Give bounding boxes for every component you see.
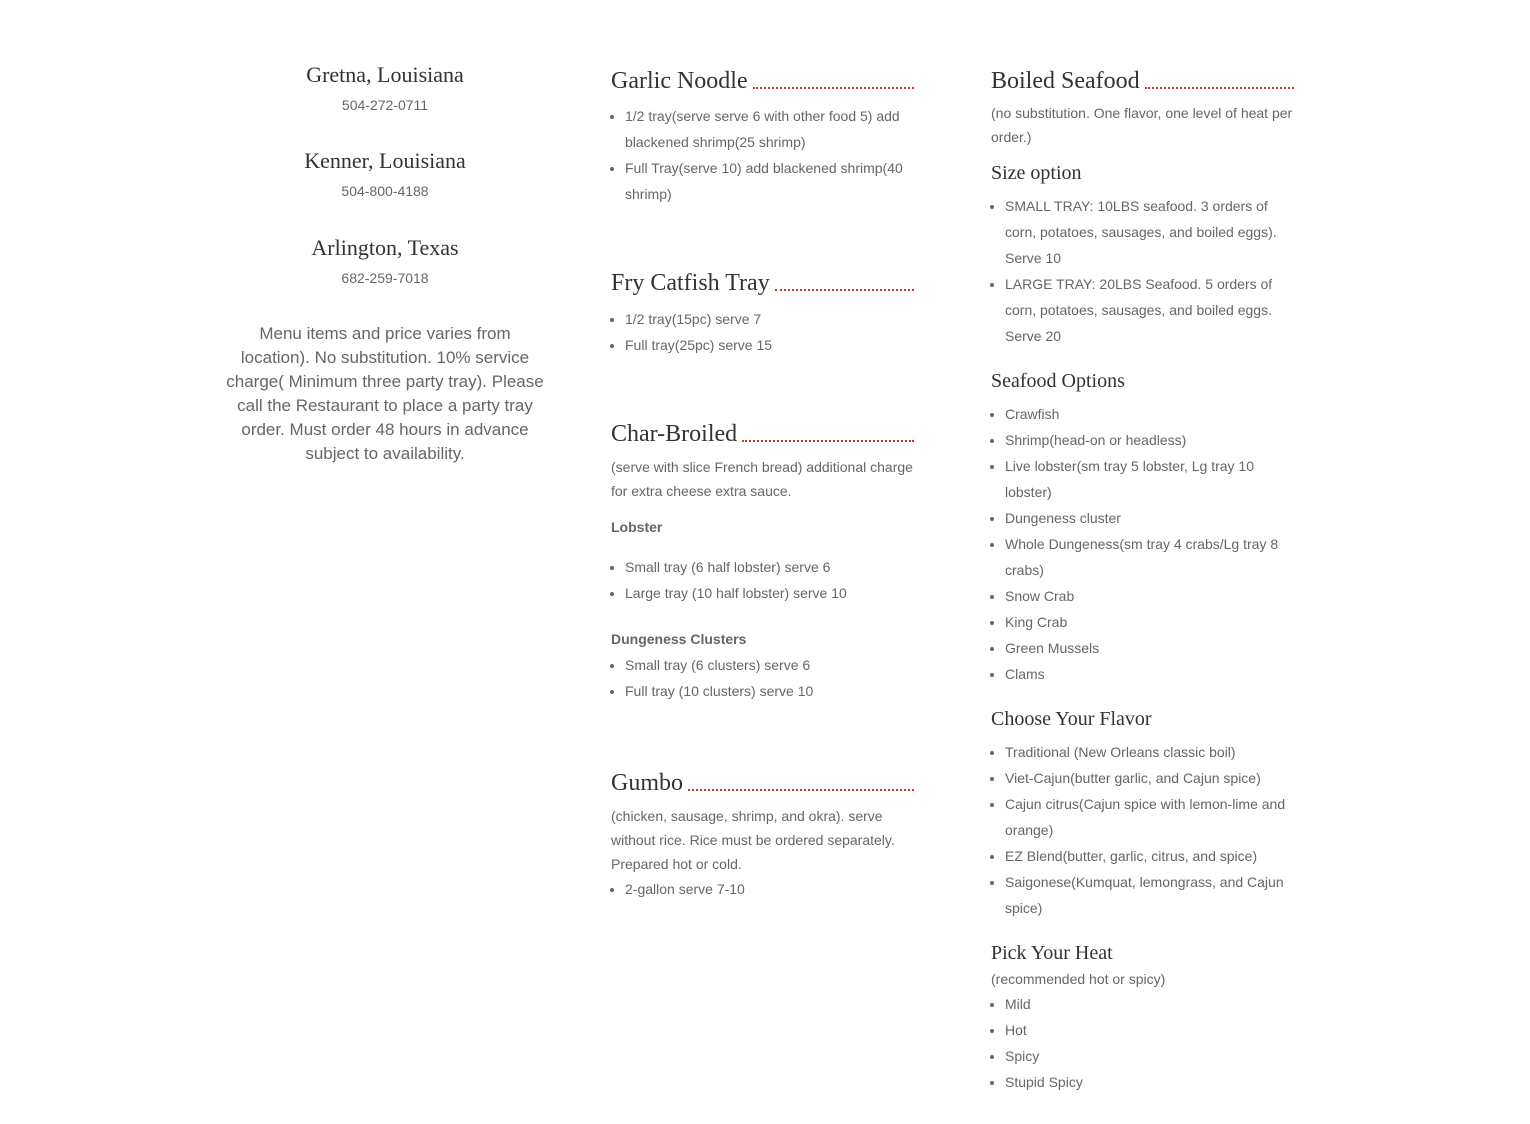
- list-item: • Cajun citrus(Cajun spice with lemon-lime and orange): [1005, 791, 1294, 843]
- section-boiled-seafood: [991, 67, 1294, 1095]
- dungeness-label: Dungeness Clusters: [611, 631, 747, 647]
- section-gumbo: [611, 769, 914, 902]
- list-item: • Stupid Spicy: [1005, 1069, 1294, 1095]
- heat-description: (recommended hot or spicy): [991, 971, 1166, 987]
- item-list: [611, 876, 914, 902]
- location-phone[interactable]: 504-800-4188: [341, 183, 429, 199]
- list-item: • 1/2 tray(15pc) serve 7: [625, 306, 914, 332]
- section-title: Fry Catfish Tray: [611, 270, 770, 296]
- list-item: • 1/2 tray(serve serve 6 with other food 5) add blackened shrimp(25 shrimp): [625, 103, 914, 155]
- order-notice: Menu items and price varies from location). No substitution. 10% service charge( Minimum three party tray). Please call the Restaurant to place a party tray order. Must order 48 hours in advance subject to availability.: [226, 324, 544, 463]
- list-item: • SMALL TRAY: 10LBS seafood. 3 orders of corn, potatoes, sausages, and boiled eggs). Serve 10: [1005, 193, 1294, 271]
- item-list: [611, 103, 914, 207]
- list-item: • LARGE TRAY: 20LBS Seafood. 5 orders of corn, potatoes, sausages, and boiled eggs. Serve 20: [1005, 271, 1294, 349]
- size-option-list: [991, 193, 1294, 349]
- section-title: Garlic Noodle: [611, 68, 748, 94]
- section-title: Boiled Seafood: [991, 68, 1140, 94]
- location-kenner: [225, 148, 545, 200]
- seafood-options-list: [991, 401, 1294, 687]
- list-item: • Saigonese(Kumquat, lemongrass, and Cajun spice): [1005, 869, 1294, 921]
- heat-title: Pick Your Heat: [991, 942, 1113, 964]
- section-description: (chicken, sausage, shrimp, and okra). serve without rice. Rice must be ordered separately. Prepared hot or cold.: [611, 808, 895, 872]
- location-phone[interactable]: 682-259-7018: [341, 270, 429, 286]
- list-item: • Full Tray(serve 10) add blackened shrimp(40 shrimp): [625, 155, 914, 207]
- location-name: Kenner, Louisiana: [304, 148, 466, 173]
- flavor-list: [991, 739, 1294, 921]
- section-fry-catfish: [611, 269, 914, 358]
- list-item: • 2-gallon serve 7-10: [625, 876, 914, 902]
- size-option-title: Size option: [991, 162, 1082, 184]
- list-item: • Hot: [1005, 1017, 1294, 1043]
- list-item: • Viet-Cajun(butter garlic, and Cajun spice): [1005, 765, 1294, 791]
- section-description: (no substitution. One flavor, one level of heat per order.): [991, 105, 1293, 145]
- list-item: • EZ Blend(butter, garlic, citrus, and spice): [1005, 843, 1294, 869]
- dotted-leader: [688, 789, 914, 791]
- list-item: • Dungeness cluster: [1005, 505, 1294, 531]
- list-item: • Crawfish: [1005, 401, 1294, 427]
- location-arlington: [225, 235, 545, 287]
- dotted-leader: [1145, 87, 1294, 89]
- list-item: • Small tray (6 clusters) serve 6: [625, 652, 914, 678]
- list-item: • Full tray(25pc) serve 15: [625, 332, 914, 358]
- section-title: Gumbo: [611, 770, 683, 796]
- list-item: • Whole Dungeness(sm tray 4 crabs/Lg tray 8 crabs): [1005, 531, 1294, 583]
- flavor-title: Choose Your Flavor: [991, 708, 1152, 730]
- section-char-broiled: [611, 420, 914, 704]
- section-garlic-noodle: [611, 67, 914, 207]
- list-item: • Full tray (10 clusters) serve 10: [625, 678, 914, 704]
- heat-list: [991, 991, 1294, 1095]
- list-item: • King Crab: [1005, 609, 1294, 635]
- location-name: Gretna, Louisiana: [306, 62, 464, 87]
- list-item: • Clams: [1005, 661, 1294, 687]
- lobster-label: Lobster: [611, 519, 663, 535]
- list-item: • Small tray (6 half lobster) serve 6: [625, 554, 914, 580]
- list-item: • Spicy: [1005, 1043, 1294, 1069]
- list-item: • Traditional (New Orleans classic boil): [1005, 739, 1294, 765]
- dungeness-list: [611, 652, 914, 704]
- section-title: Char-Broiled: [611, 421, 738, 447]
- seafood-options-title: Seafood Options: [991, 370, 1125, 392]
- list-item: • Live lobster(sm tray 5 lobster, Lg tray 10 lobster): [1005, 453, 1294, 505]
- location-phone[interactable]: 504-272-0711: [341, 97, 429, 113]
- list-item: • Snow Crab: [1005, 583, 1294, 609]
- list-item: • Shrimp(head-on or headless): [1005, 427, 1294, 453]
- location-gretna: [225, 62, 545, 114]
- dotted-leader: [742, 440, 914, 442]
- list-item: • Green Mussels: [1005, 635, 1294, 661]
- section-description: (serve with slice French bread) additional charge for extra cheese extra sauce.: [611, 459, 913, 499]
- list-item: • Mild: [1005, 991, 1294, 1017]
- item-list: [611, 306, 914, 358]
- dotted-leader: [775, 289, 914, 291]
- location-name: Arlington, Texas: [311, 235, 459, 260]
- list-item: • Large tray (10 half lobster) serve 10: [625, 580, 914, 606]
- lobster-list: [611, 554, 914, 606]
- dotted-leader: [753, 87, 914, 89]
